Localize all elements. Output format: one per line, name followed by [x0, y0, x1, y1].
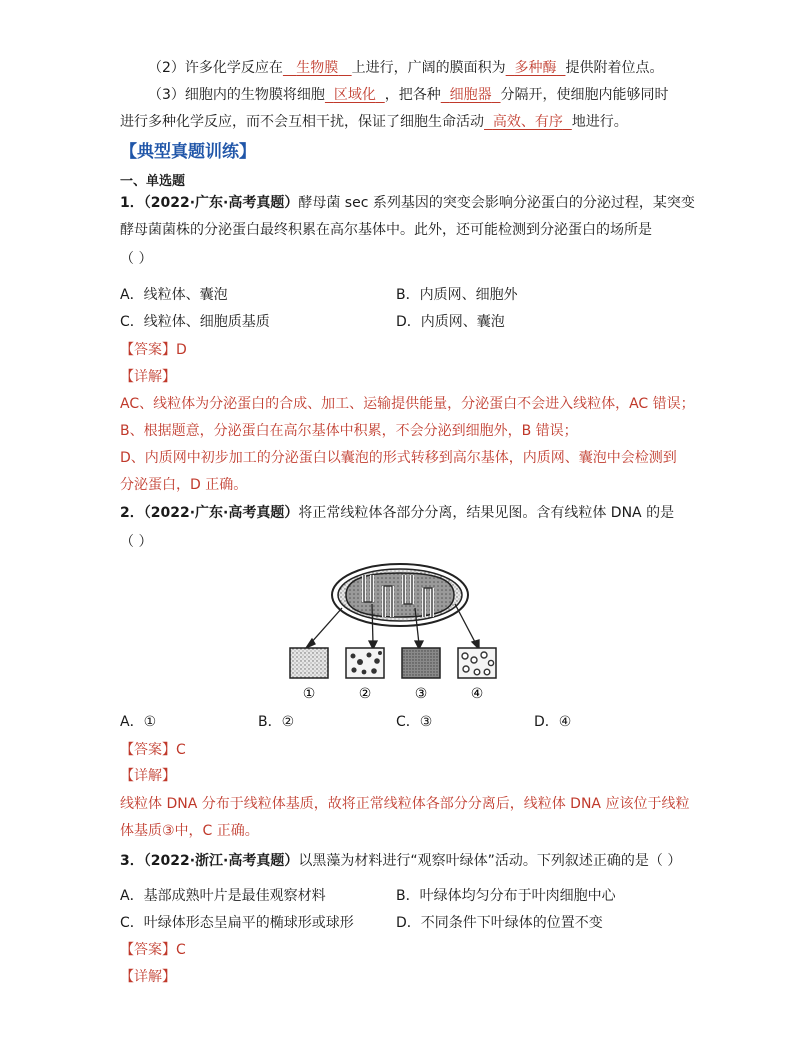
- q1-detail-2: B、根据题意，分泌蛋白在高尔基体中积累，不会分泌到细胞外，B 错误；: [120, 423, 578, 439]
- q2-detail-2: 体基质③中，C 正确。: [120, 823, 259, 839]
- q2-stem-line-2: （ ）: [120, 534, 153, 550]
- q1-option-b: B．内质网、细胞外: [396, 287, 518, 303]
- question-source: （2022·广东·高考真题）: [143, 505, 299, 521]
- text: 分隔开，使细胞内能够同时: [500, 87, 669, 103]
- q1-stem-line-3: （ ）: [120, 251, 153, 267]
- tube-label-4: ④: [470, 686, 484, 702]
- q3-stem-line-1: [120, 851, 681, 871]
- text: 上进行，广阔的膜面积为: [351, 60, 506, 76]
- q3-option-c: C．叶绿体形态呈扁平的椭球形或球形: [120, 915, 354, 931]
- blank-answer: 细胞器: [449, 87, 492, 103]
- q1-option-c: C．线粒体、细胞质基质: [120, 314, 270, 330]
- q1-stem-line-2: 酵母菌菌株的分泌蛋白最终积累在高尔基体中。此外，还可能检测到分泌蛋白的场所是: [120, 222, 652, 238]
- tube-label-2: ②: [358, 686, 372, 702]
- q2-option-a: A．①: [120, 714, 157, 730]
- tube-label-1: ①: [302, 686, 316, 702]
- q2-answer: [120, 740, 186, 760]
- q1-detail-3: D、内质网中初步加工的分泌蛋白以囊泡的形式转移到高尔基体，内质网、囊泡中会检测到: [120, 450, 677, 466]
- q1-detail-4: 分泌蛋白，D 正确。: [120, 477, 248, 493]
- q1-detail-label: 【详解】: [120, 369, 176, 385]
- tube-label-3: ③: [414, 686, 428, 702]
- question-source: （2022·广东·高考真题）: [143, 195, 299, 211]
- text: ，把各种: [384, 87, 441, 103]
- q1-option-d: D．内质网、囊泡: [396, 314, 505, 330]
- intro-line-3: [148, 85, 669, 105]
- text: 地进行。: [571, 114, 628, 130]
- q1-detail-1: AC、线粒体为分泌蛋白的合成、加工、运输提供能量，分泌蛋白不会进入线粒体，AC 错误；: [120, 396, 695, 412]
- q1-stem-line-1: [120, 193, 695, 213]
- blank-answer: 高效、有序: [492, 114, 563, 130]
- q2-stem-line-1: [120, 503, 674, 523]
- intro-line-4: [120, 112, 628, 132]
- tube-3: [402, 648, 440, 678]
- q2-detail-1: 线粒体 DNA 分布于线粒体基质，故将正常线粒体各部分分离后，线粒体 DNA 应该位于线粒: [120, 796, 690, 812]
- q3-option-d: D．不同条件下叶绿体的位置不变: [396, 915, 603, 931]
- text: 进行多种化学反应，而不会互相干扰，保证了细胞生命活动: [120, 114, 484, 130]
- q3-answer: [120, 940, 186, 960]
- question-number: 2．: [120, 505, 144, 521]
- blank-answer: 生物膜: [296, 60, 339, 76]
- blank-answer: 多种酶: [514, 60, 557, 76]
- q1-option-a: A．线粒体、囊泡: [120, 287, 228, 303]
- subsection-title: 一、单选题: [120, 174, 186, 189]
- q3-detail-label: 【详解】: [120, 969, 176, 985]
- q2-detail-label: 【详解】: [120, 768, 176, 784]
- intro-line-2: [148, 58, 663, 78]
- q2-option-c: C．③: [396, 714, 433, 730]
- question-source: （2022·浙江·高考真题）: [143, 853, 299, 869]
- text: 提供附着位点。: [565, 60, 664, 76]
- blank-answer: 区域化: [333, 87, 376, 103]
- answer-label: 【答案】: [120, 342, 176, 358]
- q2-option-b: B．②: [258, 714, 295, 730]
- answer-label: 【答案】: [120, 742, 176, 758]
- q3-option-b: B．叶绿体均匀分布于叶肉细胞中心: [396, 888, 616, 904]
- q2-option-d: D．④: [534, 714, 572, 730]
- tube-1: [290, 648, 328, 678]
- answer-label: 【答案】: [120, 942, 176, 958]
- text: 将正常线粒体各部分分离，结果见图。含有线粒体 DNA 的是: [298, 505, 675, 521]
- answer-value: C: [176, 942, 186, 958]
- question-number: 3．: [120, 853, 144, 869]
- q3-option-a: A．基部成熟叶片是最佳观察材料: [120, 888, 326, 904]
- mitochondria-diagram: [280, 560, 520, 705]
- text: 以黑藻为材料进行“观察叶绿体”活动。下列叙述正确的是（ ）: [298, 853, 682, 869]
- text: （3）细胞内的生物膜将细胞: [148, 87, 325, 103]
- section-heading: 【典型真题训练】: [120, 142, 256, 162]
- answer-value: D: [176, 342, 187, 358]
- text: 酵母菌 sec 系列基因的突变会影响分泌蛋白的分泌过程，某突变: [298, 195, 695, 211]
- text: （2）许多化学反应在: [148, 60, 283, 76]
- answer-value: C: [176, 742, 186, 758]
- question-number: 1．: [120, 195, 144, 211]
- q1-answer: [120, 340, 187, 360]
